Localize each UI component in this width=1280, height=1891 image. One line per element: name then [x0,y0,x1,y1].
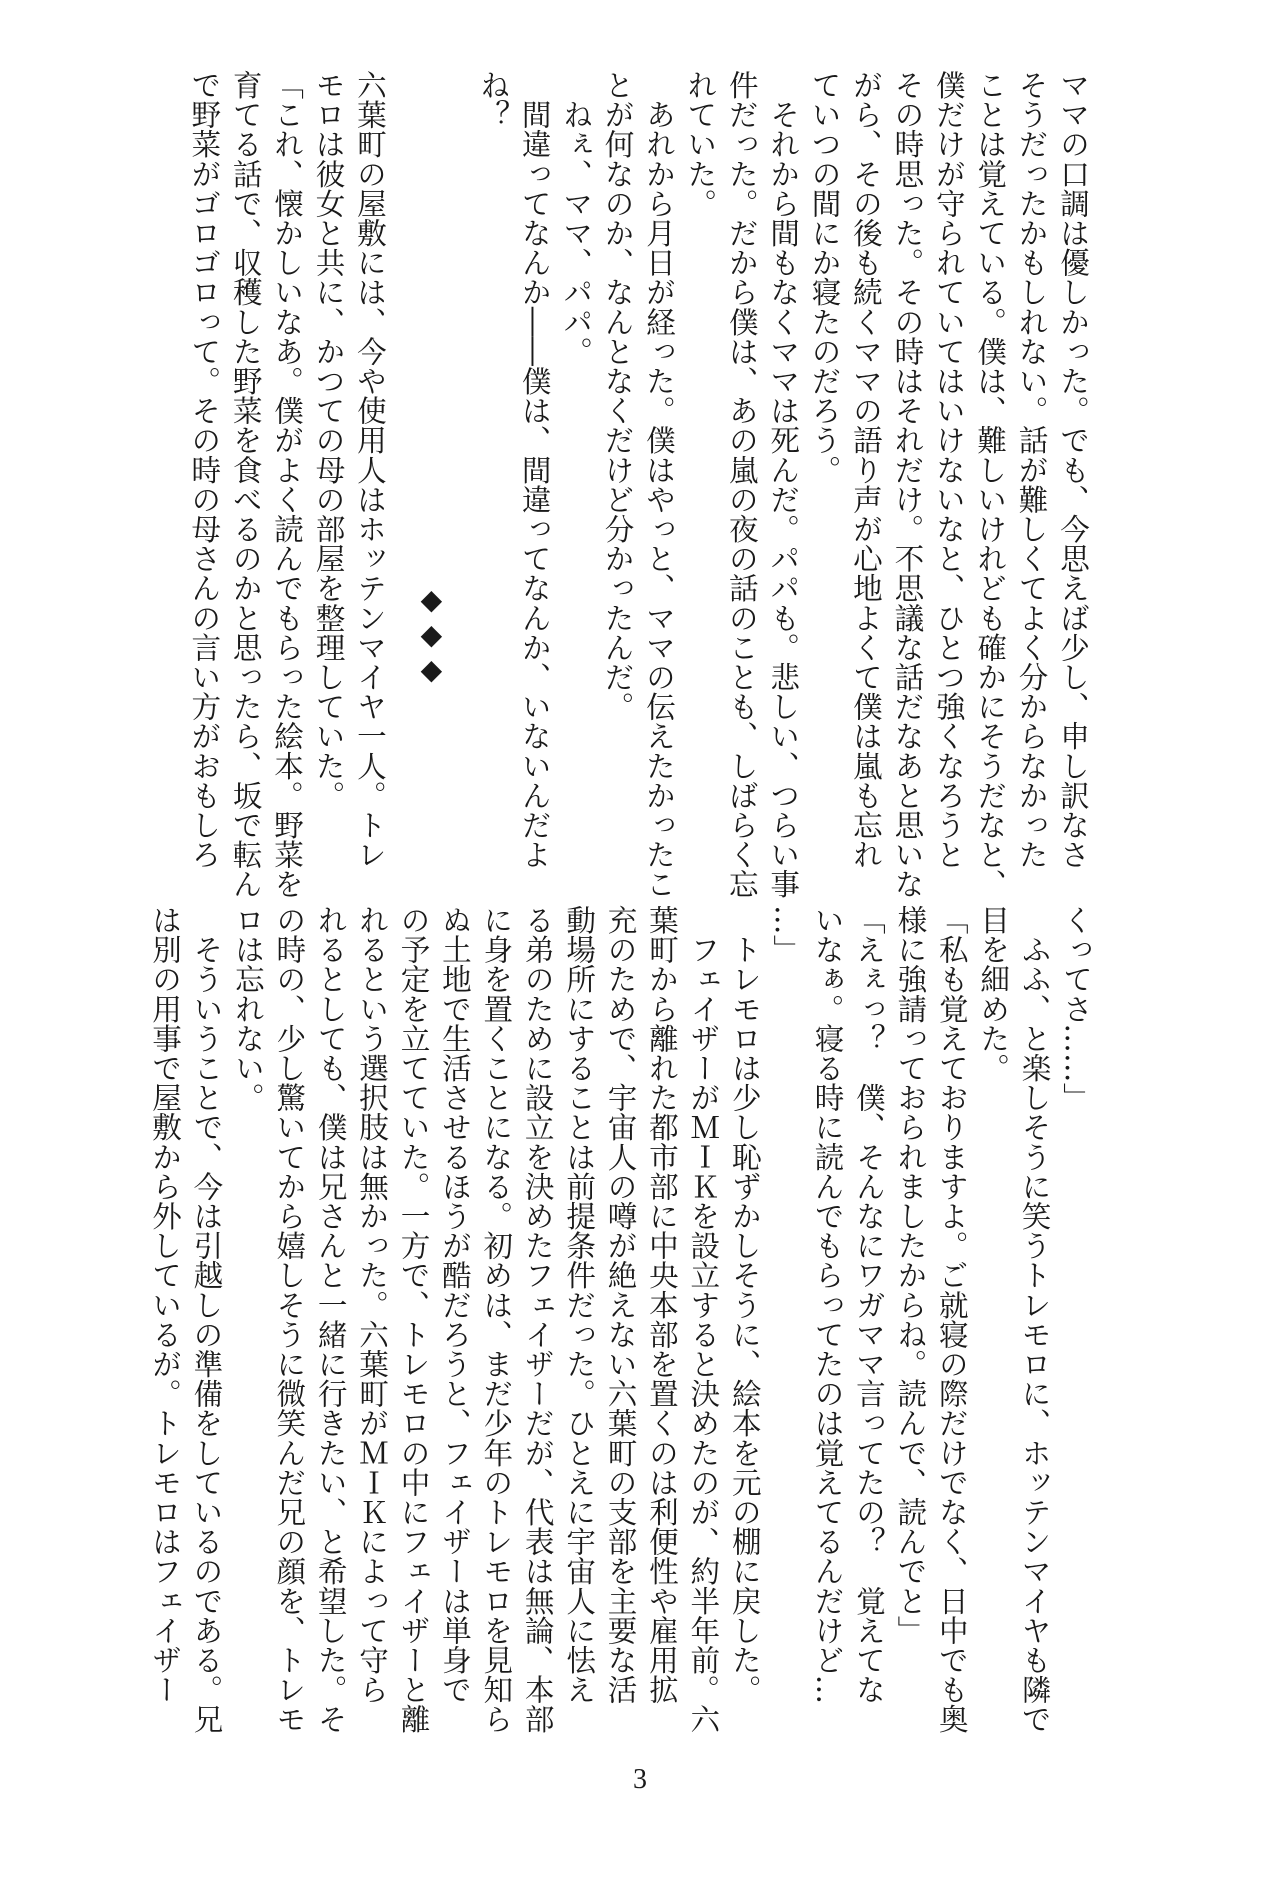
text-line: その時思った。その時はそれだけ。不思議な話だなあと思いな [890,70,925,899]
text-line: 間違ってなんか――僕は、間違ってなんか、いないんだよ [517,70,552,870]
text-line: ことは覚えている。僕は、難しいけれども確かにそうだなと、 [973,70,1008,899]
text-line: で野菜がゴロゴロって。その時の母さんの言い方がおもしろ [187,70,222,870]
text-line: 「これ、懐かしいなあ。僕がよく読んでもらった絵本。野菜を [270,70,305,899]
text-line: 「えぇっ？ 僕、そんなにワガママ言ってたの？ 覚えてな [851,905,886,1705]
text-line: ぬ土地で生活させるほうが酷だろうと、フェイザーは単身で [437,905,472,1705]
section-break-diamonds: ◆◆◆ [414,582,448,688]
text-line: 六葉町の屋敷には、今や使用人はホッテンマイヤ一人。トレ [352,70,387,870]
text-line: くってさ……」 [1059,905,1093,1113]
text-line: いなぁ。寝る時に読んでもらってたのは覚えてるんだけど… [810,905,845,1705]
text-line: 育てる話で、収穫した野菜を食べるのかと思ったら、坂で転ん [228,70,263,899]
page-number: 3 [633,1764,647,1795]
text-line: は別の用事で屋敷から外しているが。トレモロはフェイザー [148,905,183,1705]
text-line: 充のためで、宇宙人の噂が絶えない六葉町の支部を主要な活 [603,905,638,1705]
text-line: 件だった。だから僕は、あの嵐の夜の話のことも、しばらく忘 [724,70,759,899]
text-line: の時の、少し驚いてから嬉しそうに微笑んだ兄の顔を、トレモ [272,905,307,1734]
text-line: ママの口調は優しかった。でも、今思えば少し、申し訳なさ [1056,70,1090,870]
text-line: 僕だけが守られていてはいけないなと、ひとつ強くなろうと [931,70,966,870]
text-line: ていつの間にか寝たのだろう。 [807,70,842,485]
text-line: …」 [769,905,804,965]
text-line: ねぇ、ママ、パパ。 [559,70,594,366]
upper-text-block [183,70,1093,899]
text-line: る弟のために設立を決めたフェイザーだが、代表は無論、本部 [520,905,555,1734]
text-line: フェイザーがＭＩＫを設立すると決めたのが、約半年前。六 [686,905,721,1734]
text-line: に身を置くことになる。初めは、まだ少年のトレモロを見知ら [479,905,514,1734]
text-line: れるとしても、僕は兄さんと一緒に行きたい、と希望した。そ [313,905,348,1734]
text-line: れるという選択肢は無かった。六葉町がＭＩＫによって守ら [355,905,390,1705]
text-line: それから間もなくママは死んだ。パパも。悲しい、つらい事 [766,70,801,899]
text-line: ふふ、と楽しそうに笑うトレモロに、ホッテンマイヤも隣で [1017,905,1052,1734]
text-line: モロは彼女と共に、かつての母の部屋を整理していた。 [311,70,346,810]
text-line: そういうことで、今は引越しの準備をしているのである。兄 [189,905,224,1734]
text-line: 葉町から離れた都市部に中央本部を置くのは利便性や雇用拡 [644,905,679,1705]
text-line: あれから月日が経った。僕はやっと、ママの伝えたかったこ [641,70,676,899]
text-line: ロは忘れない。 [230,905,265,1113]
text-line: 目を細めた。 [976,905,1011,1083]
text-line: そうだったかもしれない。話が難しくてよく分からなかった [1014,70,1049,870]
lower-text-block [144,905,1096,1734]
text-line: とが何なのか、なんとなくだけど分かったんだ。 [600,70,635,722]
text-line: 「私も覚えておりますよ。ご就寝の際だけでなく、日中でも奥 [934,905,969,1734]
text-line: トレモロは少し恥ずかしそうに、絵本を元の棚に戻した。 [727,905,762,1705]
text-line: の予定を立てていた。一方で、トレモロの中にフェイザーと離 [396,905,431,1734]
text-line: 様に強請っておられましたからね。読んで、読んでと」 [893,905,928,1645]
text-line: れていた。 [683,70,718,218]
text-line: がら、その後も続くママの語り声が心地よくて僕は嵐も忘れ [848,70,883,870]
text-line: 動場所にすることは前提条件だった。ひとえに宇宙人に怯え [562,905,597,1705]
text-line: ね？ [476,70,511,130]
